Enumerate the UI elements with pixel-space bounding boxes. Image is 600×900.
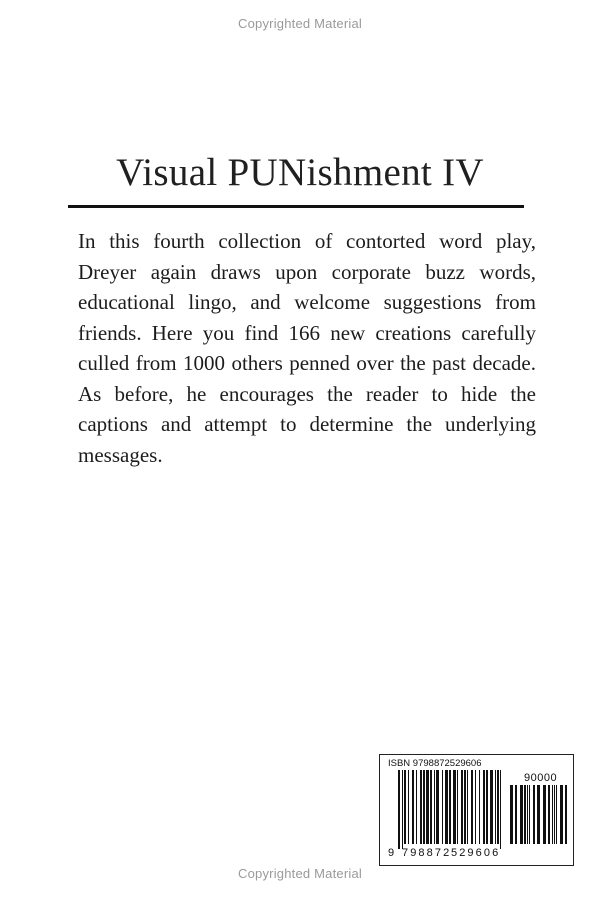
barcode-bar: [515, 785, 517, 844]
barcode-bar: [554, 785, 555, 844]
barcode-digits-left: 798872: [402, 847, 452, 859]
barcode-bar: [404, 770, 406, 844]
barcode-bar: [402, 770, 403, 849]
barcode-bar: [453, 770, 456, 844]
barcode-bar: [483, 770, 485, 844]
barcode-bar: [556, 785, 557, 844]
barcode-bar: [497, 770, 499, 844]
barcode-bar: [543, 785, 546, 844]
barcode-bar: [449, 770, 451, 844]
barcode-bar: [471, 770, 473, 844]
barcode-bar: [408, 770, 409, 844]
barcode-digit-first: 9: [388, 847, 395, 859]
barcode-bar: [457, 770, 458, 844]
barcode-bar: [533, 785, 535, 844]
barcode-bar: [529, 785, 530, 844]
book-blurb: In this fourth collection of contorted word play, Dreyer again draws upon corporate buzz words, educational lingo, and welcome suggestions from friends. Here you find 166 new creations carefully culled from 1000 others penned over the past decade. As before, he encourages the reader to hide the captions and attempt to determine the underlying messages.: [78, 229, 536, 467]
barcode-bar: [560, 785, 563, 844]
barcode-bar: [430, 770, 432, 844]
barcode-bar: [464, 770, 466, 844]
barcode-bar: [445, 770, 448, 844]
barcode-bar: [426, 770, 429, 844]
barcode-bar: [467, 770, 468, 844]
barcode-bar: [537, 785, 540, 844]
barcode-bar: [434, 770, 435, 844]
book-title: Visual PUNishment IV: [116, 151, 484, 194]
barcode-bar: [398, 770, 400, 849]
copyright-watermark-bottom: Copyrighted Material: [238, 866, 362, 881]
barcode-bar: [416, 770, 417, 844]
barcode-bar: [486, 770, 488, 844]
barcode-bar: [495, 770, 496, 844]
barcode-bar: [436, 770, 439, 844]
title-divider: [68, 205, 524, 208]
copyright-watermark-top: Copyrighted Material: [238, 16, 362, 31]
barcode-bar: [510, 785, 513, 844]
barcode-bar: [548, 785, 550, 844]
barcode-bar: [520, 785, 523, 844]
barcode-bar: [552, 785, 553, 844]
barcode-bar: [565, 785, 567, 844]
barcode-bar: [461, 770, 463, 844]
isbn-label: ISBN 9798872529606: [388, 758, 482, 769]
isbn-barcode: [379, 754, 574, 866]
barcode-bar: [442, 770, 443, 844]
barcode-bar: [420, 770, 422, 844]
barcode-bar: [500, 770, 501, 849]
barcode-digits-right: 529606: [451, 847, 501, 859]
barcode-bar: [490, 770, 493, 844]
barcode-bar: [524, 785, 526, 844]
price-code: 90000: [524, 772, 558, 784]
barcode-bar: [475, 770, 476, 844]
barcode-bar: [527, 785, 528, 844]
barcode-bar: [423, 770, 425, 844]
barcode-bar: [412, 770, 414, 844]
barcode-bar: [479, 770, 480, 844]
